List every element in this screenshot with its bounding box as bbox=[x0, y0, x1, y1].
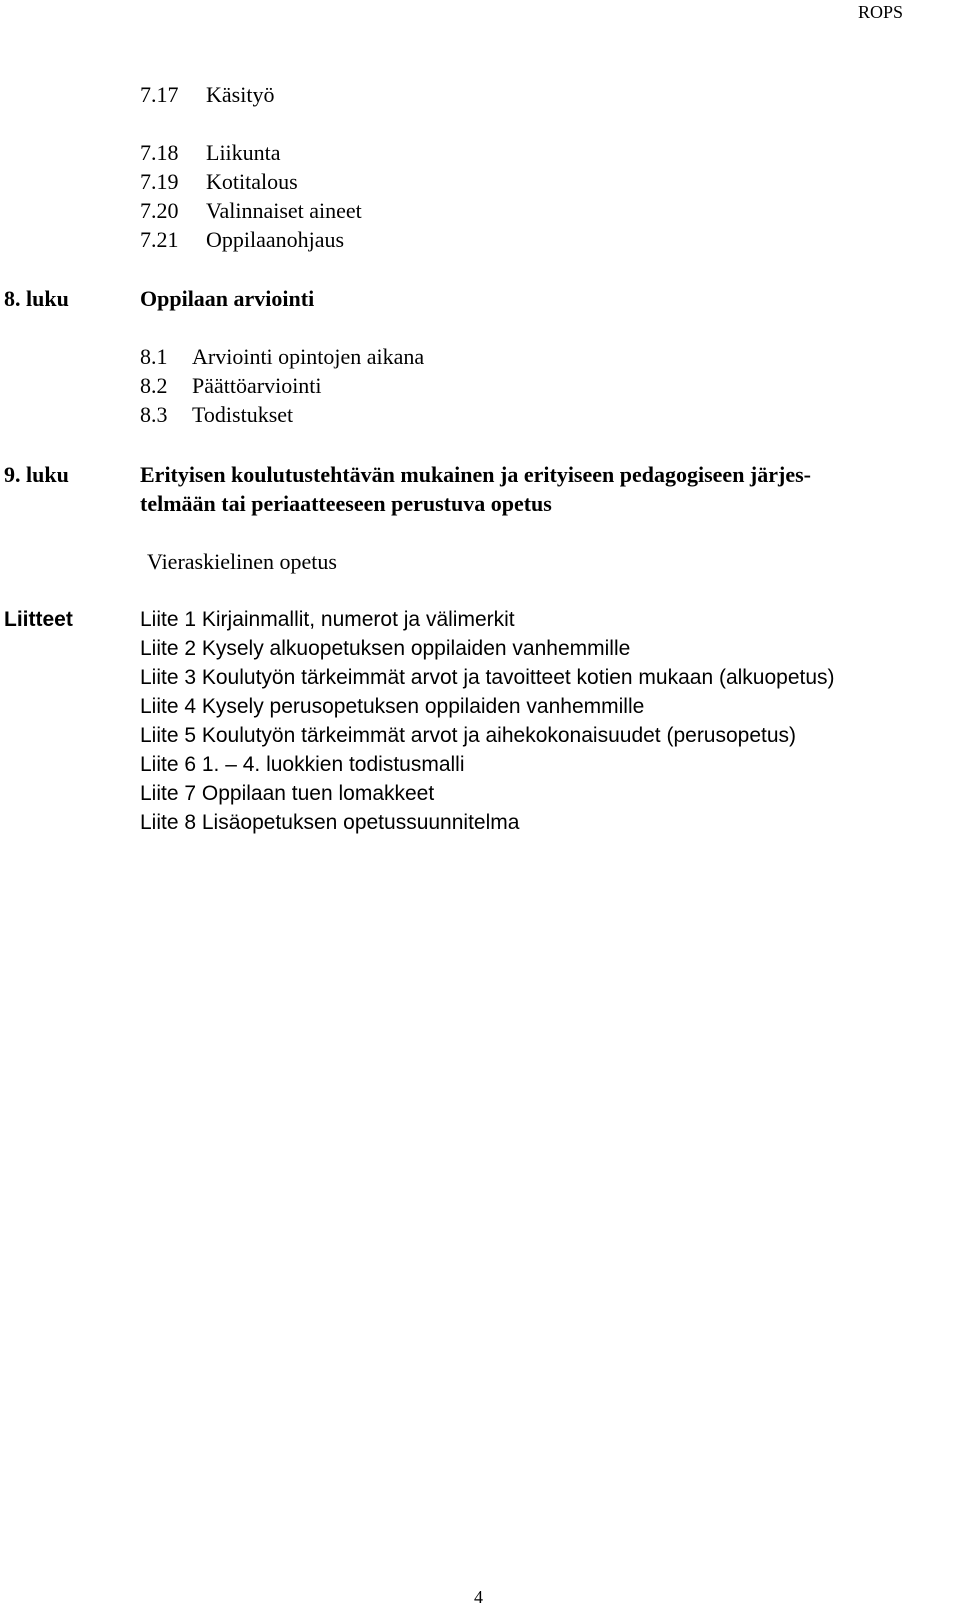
appendix-item: Liite 8 Lisäopetuksen opetussuunnitelma bbox=[140, 811, 520, 834]
toc-item-title: Valinnaiset aineet bbox=[206, 198, 362, 223]
appendix-item: Liite 6 1. – 4. luokkien todistusmalli bbox=[140, 753, 465, 776]
toc-item-number: 8.2 bbox=[140, 373, 168, 398]
toc-item-title: Käsityö bbox=[206, 82, 275, 107]
chapter-9-title-line1: Erityisen koulutustehtävän mukainen ja erityiseen pedagogiseen järjes- bbox=[140, 462, 811, 487]
toc-item-number: 7.17 bbox=[140, 82, 179, 107]
toc-item-title: Arviointi opintojen aikana bbox=[192, 344, 425, 369]
toc-item-8-3 bbox=[140, 402, 293, 428]
toc-item-number: 8.3 bbox=[140, 402, 168, 427]
toc-item-title: Liikunta bbox=[206, 140, 281, 165]
appendix-item: Liite 2 Kysely alkuopetuksen oppilaiden vanhemmille bbox=[140, 637, 631, 660]
toc-item-7-18 bbox=[140, 140, 281, 166]
toc-item-number: 7.20 bbox=[140, 198, 179, 223]
chapter-9-title-line2: telmään tai periaatteeseen perustuva opetus bbox=[140, 491, 552, 516]
toc-item-8-2 bbox=[140, 373, 322, 399]
toc-item-8-1 bbox=[140, 344, 424, 370]
appendix-item: Liite 4 Kysely perusopetuksen oppilaiden vanhemmille bbox=[140, 695, 645, 718]
running-header: ROPS bbox=[858, 2, 904, 22]
toc-item-7-20 bbox=[140, 198, 362, 224]
chapter-8-label: 8. luku bbox=[4, 286, 69, 311]
toc-item-title: Kotitalous bbox=[206, 169, 298, 194]
chapter-9-label: 9. luku bbox=[4, 462, 69, 487]
toc-item-number: 7.18 bbox=[140, 140, 179, 165]
toc-item-9-sub: Vieraskielinen opetus bbox=[147, 549, 337, 574]
toc-item-title: Todistukset bbox=[192, 402, 294, 427]
appendices-label: Liitteet bbox=[4, 608, 73, 631]
toc-item-7-21 bbox=[140, 227, 344, 253]
chapter-8-title: Oppilaan arviointi bbox=[140, 286, 315, 311]
toc-item-title: Päättöarviointi bbox=[192, 373, 322, 398]
appendix-item: Liite 3 Koulutyön tärkeimmät arvot ja tavoitteet kotien mukaan (alkuopetus) bbox=[140, 666, 835, 689]
page-number: 4 bbox=[474, 1587, 483, 1607]
toc-item-7-17 bbox=[140, 82, 274, 108]
appendix-item: Liite 1 Kirjainmallit, numerot ja välimerkit bbox=[140, 608, 515, 631]
toc-item-title: Oppilaanohjaus bbox=[206, 227, 345, 252]
appendix-item: Liite 7 Oppilaan tuen lomakkeet bbox=[140, 782, 435, 805]
toc-item-number: 7.19 bbox=[140, 169, 179, 194]
appendix-item: Liite 5 Koulutyön tärkeimmät arvot ja aihekokonaisuudet (perusopetus) bbox=[140, 724, 797, 747]
toc-item-7-19 bbox=[140, 169, 298, 195]
toc-item-number: 8.1 bbox=[140, 344, 168, 369]
toc-item-number: 7.21 bbox=[140, 227, 179, 252]
